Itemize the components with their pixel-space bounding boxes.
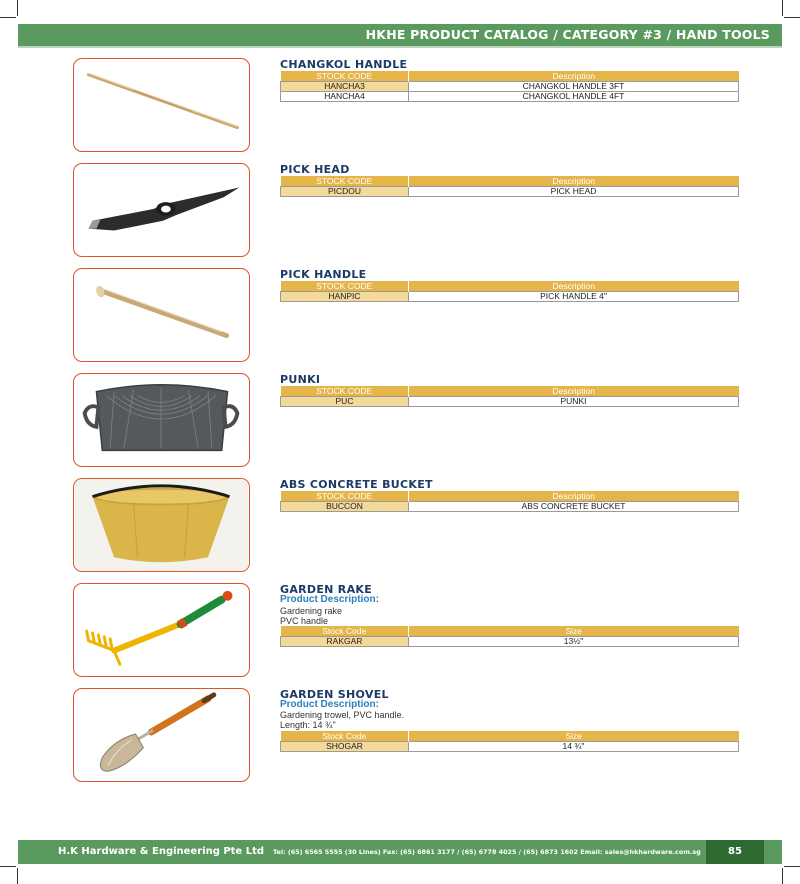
product-image-frame <box>73 373 250 467</box>
crop-mark <box>0 17 16 18</box>
description-cell: CHANGKOL HANDLE 4FT <box>409 92 739 102</box>
crop-mark <box>17 868 18 884</box>
product-image-frame <box>73 583 250 677</box>
crop-mark <box>784 17 800 18</box>
column-header: Description <box>409 491 739 502</box>
stock-table <box>280 731 739 752</box>
product-title: PICK HEAD <box>280 163 350 176</box>
header-divider <box>18 46 782 48</box>
column-header: Description <box>409 281 739 292</box>
column-header: Description <box>409 71 739 82</box>
page-title: HKHE PRODUCT CATALOG / CATEGORY #3 / HAND TOOLS <box>365 27 770 42</box>
product-garden-rake <box>0 583 800 683</box>
table-row <box>281 637 739 647</box>
column-header: Size <box>409 626 739 637</box>
stock-table <box>280 71 739 102</box>
product-image-frame <box>73 688 250 782</box>
crop-mark <box>784 866 800 867</box>
table-row <box>281 502 739 512</box>
product-title: GARDEN RAKE <box>280 583 373 596</box>
size-cell: 13½" <box>409 637 739 647</box>
wooden-handle-icon <box>74 59 249 151</box>
contact-info: Tel: (65) 6565 5555 (30 Lines) Fax: (65) 6861 3177 / (65) 6778 4025 / (65) 6873 1602 Email: sales@hkhardware.com.sg <box>273 848 701 856</box>
size-cell: 14 ¾" <box>409 742 739 752</box>
product-image-frame <box>73 478 250 572</box>
page-number-box <box>706 840 764 864</box>
pick-handle-icon <box>74 269 249 361</box>
stock-code-cell: PUC <box>281 397 409 407</box>
stock-code-cell: HANPIC <box>281 292 409 302</box>
product-image-frame <box>73 58 250 152</box>
stock-code-cell: BUCCON <box>281 502 409 512</box>
column-header: Stock Code <box>281 731 409 742</box>
header-bar <box>18 24 782 46</box>
stock-code-cell: HANCHA4 <box>281 92 409 102</box>
product-description-label: Product Description: <box>280 594 379 605</box>
trowel-icon <box>74 689 249 781</box>
product-title: PICK HANDLE <box>280 268 367 281</box>
column-header: Description <box>409 386 739 397</box>
column-header: STOCK CODE <box>281 491 409 502</box>
description-cell: PUNKI <box>409 397 739 407</box>
column-header: STOCK CODE <box>281 386 409 397</box>
table-row <box>281 742 739 752</box>
column-header: Stock Code <box>281 626 409 637</box>
stock-table <box>280 626 739 647</box>
product-description-line: Gardening trowel, PVC handle. <box>280 710 405 720</box>
crop-mark <box>782 868 783 884</box>
column-header: Size <box>409 731 739 742</box>
column-header: STOCK CODE <box>281 176 409 187</box>
product-punki <box>0 373 800 473</box>
basket-icon <box>74 374 249 466</box>
stock-table <box>280 491 739 512</box>
description-cell: PICK HEAD <box>409 187 739 197</box>
bucket-icon <box>74 479 249 571</box>
stock-table <box>280 281 739 302</box>
description-cell: ABS CONCRETE BUCKET <box>409 502 739 512</box>
column-header: Description <box>409 176 739 187</box>
stock-code-cell: HANCHA3 <box>281 82 409 92</box>
product-abs-concrete-bucket <box>0 478 800 578</box>
stock-table <box>280 176 739 197</box>
column-header: STOCK CODE <box>281 71 409 82</box>
product-description-label: Product Description: <box>280 699 379 710</box>
stock-code-cell: PICDOU <box>281 187 409 197</box>
table-row <box>281 292 739 302</box>
table-row <box>281 92 739 102</box>
stock-code-cell: RAKGAR <box>281 637 409 647</box>
product-image-frame <box>73 163 250 257</box>
rake-icon <box>74 584 249 676</box>
product-title: CHANGKOL HANDLE <box>280 58 408 71</box>
crop-mark <box>782 0 783 16</box>
footer-bar <box>18 840 782 864</box>
column-header: STOCK CODE <box>281 281 409 292</box>
product-title: GARDEN SHOVEL <box>280 688 389 701</box>
stock-table <box>280 386 739 407</box>
product-garden-shovel <box>0 688 800 788</box>
stock-code-cell: SHOGAR <box>281 742 409 752</box>
crop-mark <box>17 0 18 16</box>
product-description-line: PVC handle <box>280 616 329 626</box>
pick-head-icon <box>74 164 249 256</box>
table-row <box>281 397 739 407</box>
table-row <box>281 187 739 197</box>
product-image-frame <box>73 268 250 362</box>
product-pick-handle <box>0 268 800 368</box>
page-number: 85 <box>728 846 742 857</box>
product-pick-head <box>0 163 800 263</box>
crop-mark <box>0 866 16 867</box>
description-cell: PICK HANDLE 4" <box>409 292 739 302</box>
product-title: PUNKI <box>280 373 321 386</box>
product-description-line: Length: 14 ¾" <box>280 720 336 730</box>
description-cell: CHANGKOL HANDLE 3FT <box>409 82 739 92</box>
product-changkol-handle <box>0 58 800 158</box>
product-title: ABS CONCRETE BUCKET <box>280 478 433 491</box>
company-name: H.K Hardware & Engineering Pte Ltd <box>58 846 265 857</box>
product-description-line: Gardening rake <box>280 606 343 616</box>
table-row <box>281 82 739 92</box>
